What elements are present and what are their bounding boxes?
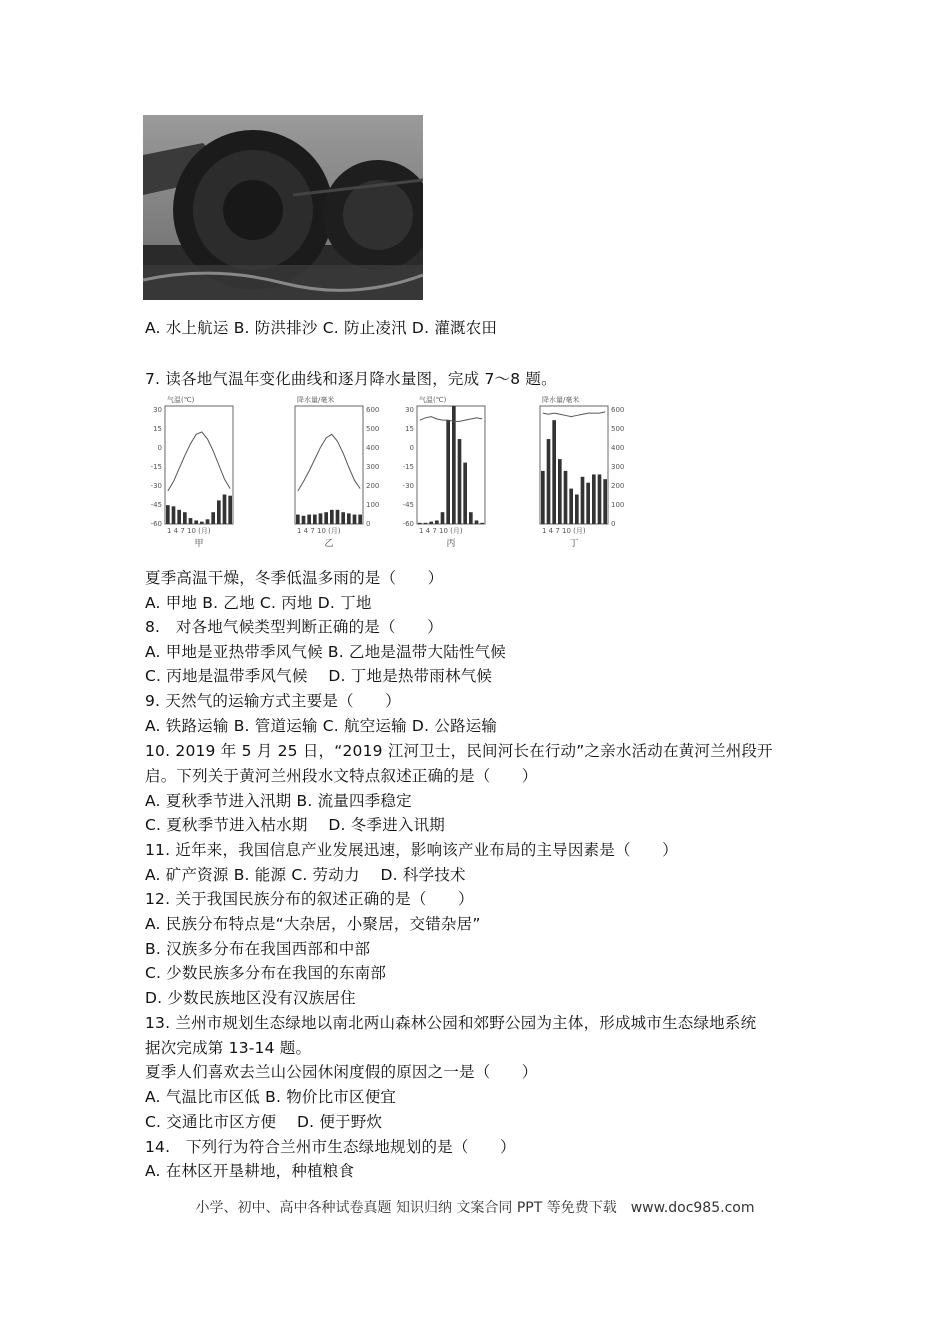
precip-bar: [336, 510, 340, 524]
question-line: 启。下列关于黄河兰州段水文特点叙述正确的是（ ）: [145, 767, 538, 785]
x-tick-labels: 1 4 7 10 (月): [419, 527, 463, 535]
y-tick-label: -15: [150, 463, 162, 472]
question-line: D. 少数民族地区没有汉族居住: [145, 989, 356, 1007]
precip-bar: [183, 512, 187, 524]
y2-tick-label: 300: [611, 463, 625, 472]
y2-tick-label: 100: [366, 501, 380, 510]
precip-bar: [429, 522, 433, 524]
y-tick-label: 15: [153, 425, 162, 434]
climate-chart-bing: [397, 392, 527, 552]
question-line: C. 交通比市区方便 D. 便于野炊: [145, 1113, 383, 1131]
precip-bar: [480, 523, 484, 524]
axis-title: 降水量/毫米: [297, 396, 335, 404]
question-line: C. 丙地是温带季风气候 D. 丁地是热带雨林气候: [145, 667, 493, 685]
question-line: A. 气温比市区低 B. 物价比市区便宜: [145, 1088, 397, 1106]
precip-bar: [552, 420, 556, 524]
y-tick-label: -15: [402, 463, 414, 472]
precip-bar: [307, 515, 311, 524]
footer: 小学、初中、高中各种试卷真题 知识归纳 文案合同 PPT 等免费下载 www.doc985.com: [195, 1200, 755, 1216]
precip-bar: [569, 489, 573, 524]
precip-bar: [418, 523, 422, 524]
question-line: C. 夏秋季节进入枯水期 D. 冬季进入讯期: [145, 816, 445, 834]
precip-bar: [172, 506, 176, 524]
question-line: A. 甲地是亚热带季风气候 B. 乙地是温带大陆性气候: [145, 643, 507, 661]
axis-title: 降水量/毫米: [542, 396, 580, 404]
y2-tick-label: 100: [611, 501, 625, 510]
y-tick-label: -30: [150, 482, 162, 491]
precip-bar: [166, 505, 170, 524]
y2-tick-label: 400: [366, 444, 380, 453]
precip-bar: [206, 519, 210, 524]
question-line: A. 矿产资源 B. 能源 C. 劳动力 D. 科学技术: [145, 866, 466, 884]
chart-label: 丁: [569, 539, 579, 549]
precip-bar: [452, 406, 456, 524]
precip-bar: [353, 515, 357, 524]
precip-bar: [341, 512, 345, 524]
chart-frame: [295, 406, 363, 524]
precip-bar: [194, 520, 198, 524]
precip-bar: [200, 522, 204, 524]
precip-bar: [541, 471, 545, 524]
precip-bar: [358, 515, 362, 524]
question-line: A. 在林区开垦耕地，种植粮食: [145, 1162, 355, 1180]
y-tick-label: -45: [150, 501, 162, 510]
temperature-curve: [168, 432, 230, 491]
precip-bar: [581, 477, 585, 524]
y-tick-label: -60: [150, 520, 162, 529]
climate-chart-yi: [275, 392, 405, 552]
climate-chart-ding: [520, 392, 650, 552]
question-line: A. 甲地 B. 乙地 C. 丙地 D. 丁地: [145, 594, 372, 612]
chart-label: 乙: [324, 539, 334, 549]
y2-tick-label: 300: [366, 463, 380, 472]
precip-bar: [441, 512, 445, 524]
precip-bar: [223, 495, 227, 525]
precip-bar: [435, 520, 439, 524]
q6-options: A. 水上航运 B. 防洪排沙 C. 防止凌汛 D. 灌溉农田: [145, 319, 498, 337]
y2-tick-label: 500: [366, 425, 380, 434]
precip-bar: [475, 520, 479, 524]
precip-bar: [228, 496, 232, 524]
precip-bar: [211, 512, 215, 524]
y2-tick-label: 0: [366, 520, 371, 529]
y-tick-label: 30: [153, 406, 162, 414]
precip-bar: [296, 515, 300, 524]
question-line: 14. 下列行为符合兰州市生态绿地规划的是（ ）: [145, 1138, 516, 1156]
water-wheel-photo: [143, 115, 423, 300]
precip-bar: [313, 515, 317, 524]
chart-label: 丙: [446, 539, 456, 549]
precip-bar: [592, 474, 596, 524]
y-tick-label: 0: [157, 444, 162, 453]
precip-bar: [564, 471, 568, 524]
y2-tick-label: 500: [611, 425, 625, 434]
y2-tick-label: 0: [611, 520, 616, 529]
temperature-curve: [298, 434, 360, 491]
precip-bar: [586, 483, 590, 524]
y2-tick-label: 200: [366, 482, 380, 491]
x-tick-labels: 1 4 7 10 (月): [297, 527, 341, 535]
question-line: 11. 近年来，我国信息产业发展迅速，影响该产业布局的主导因素是（ ）: [145, 841, 678, 859]
x-tick-labels: 1 4 7 10 (月): [167, 527, 211, 535]
precip-bar: [324, 512, 328, 524]
question-line: 夏季高温干燥，冬季低温多雨的是（ ）: [145, 569, 444, 587]
y2-tick-label: 600: [366, 406, 380, 414]
precip-bar: [603, 479, 607, 524]
y2-tick-label: 600: [611, 406, 625, 414]
y-tick-label: -30: [402, 482, 414, 491]
axis-title: 气温(℃): [167, 396, 195, 404]
temperature-curve: [543, 412, 605, 417]
precip-bar: [177, 510, 181, 524]
chart-frame: [417, 406, 485, 524]
precip-bar: [302, 516, 306, 524]
precip-bar: [458, 439, 462, 524]
precip-bar: [189, 518, 193, 524]
precip-bar: [217, 500, 221, 524]
question-line: 10. 2019 年 5 月 25 日，“2019 江河卫士，民间河长在行动”之亲水活动在黄河兰州段开: [145, 742, 773, 760]
question-line: 12. 关于我国民族分布的叙述正确的是（ ）: [145, 890, 474, 908]
q7-stem: 7. 读各地气温年变化曲线和逐月降水量图，完成 7～8 题。: [145, 370, 557, 388]
precip-bar: [424, 523, 428, 524]
precip-bar: [463, 463, 467, 524]
x-tick-labels: 1 4 7 10 (月): [542, 527, 586, 535]
question-line: 据次完成第 13-14 题。: [145, 1039, 312, 1057]
precip-bar: [330, 510, 334, 524]
precip-bar: [319, 513, 323, 524]
question-line: A. 铁路运输 B. 管道运输 C. 航空运输 D. 公路运输: [145, 717, 498, 735]
y2-tick-label: 200: [611, 482, 625, 491]
precip-bar: [347, 513, 351, 524]
question-line: 夏季人们喜欢去兰山公园休闲度假的原因之一是（ ）: [145, 1063, 538, 1081]
question-line: C. 少数民族多分布在我国的东南部: [145, 964, 387, 982]
axis-title: 气温(℃): [419, 396, 447, 404]
y2-tick-label: 400: [611, 444, 625, 453]
precip-bar: [469, 512, 473, 524]
y-tick-label: -60: [402, 520, 414, 529]
precip-bar: [446, 420, 450, 524]
question-line: B. 汉族多分布在我国西部和中部: [145, 940, 371, 958]
precip-bar: [558, 459, 562, 524]
question-line: 9. 天然气的运输方式主要是（ ）: [145, 692, 401, 710]
question-line: A. 民族分布特点是“大杂居，小聚居，交错杂居”: [145, 915, 481, 933]
y-tick-label: -45: [402, 501, 414, 510]
chart-label: 甲: [194, 539, 204, 549]
y-tick-label: 15: [405, 425, 414, 434]
y-tick-label: 0: [409, 444, 414, 453]
precip-bar: [598, 474, 602, 524]
climate-chart-jia: [145, 392, 275, 552]
temperature-curve: [420, 417, 482, 422]
precip-bar: [575, 495, 579, 525]
question-line: 13. 兰州市规划生态绿地以南北两山森林公园和郊野公园为主体，形成城市生态绿地系统: [145, 1014, 757, 1032]
question-line: 8. 对各地气候类型判断正确的是（ ）: [145, 618, 443, 636]
y-tick-label: 30: [405, 406, 414, 414]
question-line: A. 夏秋季节进入汛期 B. 流量四季稳定: [145, 792, 412, 810]
precip-bar: [547, 439, 551, 524]
climate-charts: [145, 392, 635, 552]
